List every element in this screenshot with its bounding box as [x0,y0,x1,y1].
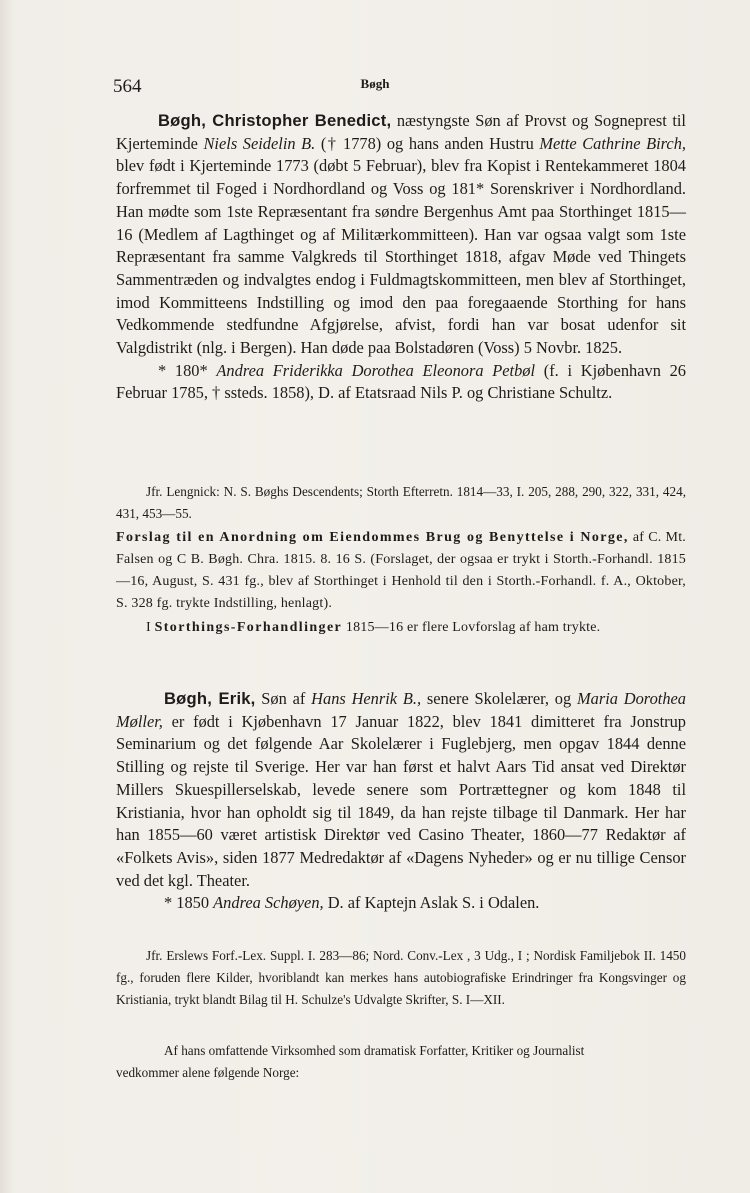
entry2-headword: Bøgh, Erik, [164,689,256,708]
entry1-mother: Mette Cathrine Birch, [539,133,686,153]
entry2-references: Jfr. Erslews Forf.-Lex. Suppl. I. 283—86; Nord. Conv.-Lex , 3 Udg., I ; Nordisk Familjebok II. 1450 fg., foruden flere Kilder, hvoriblandt kan merkes hans autobiografiske Erindringer fra Kongsvinger og Kristiania, trykt blandt Bilag til H. Schulze's Udvalgte Skrifter, S. I—XII. [116,948,686,1007]
entry1-works [116,527,686,639]
page-number: 564 [113,76,142,97]
entry2-father: Hans Henrik B., [311,689,422,708]
entry1-headword: Bøgh, Christopher Benedict, [158,111,392,130]
entry-erik [116,688,686,915]
entry1-marriage: * 180* Andrea Friderikka Dorothea Eleonora Petbøl (f. i Kjøbenhavn 26 Februar 1785, † ssteds. 1858), D. af Etatsraad Nils P. og Christiane Schultz. [116,360,686,403]
entry1-references: Jfr. Lengnick: N. S. Bøghs Descendents; Storth Efterretn. 1814—33, I. 205, 288, 290, 322, 331, 424, 431, 453—55. [116,484,686,521]
entry-christopher-benedict [116,110,686,405]
entry2-marriage: * 1850 Andrea Schøyen, D. af Kaptejn Aslak S. i Odalen. [164,893,540,913]
entry2-biography: Bøgh, Erik, Søn af Hans Henrik B., senere Skolelærer, og Maria Dorothea Møller, er født i Kjøbenhavn 17 Januar 1822, blev 1841 dimitteret fra Jonstrup Seminarium og det følgende Aar Skolelærer i Fuglebjerg, men opgav 1844 denne Stilling og rejste til Sverige. Her var han først et halvt Aars Tid ansat ved Direktør Millers Skuespillerselskab, levede senere som Portrættegner og kom 1848 til Kristiania, hvor han opholdt sig til 1849, da han rejste tilbage til Danmark. Her har han 1855—60 været artistisk Direktør ved Casino Theater, 1860—77 Redaktør af «Folkets Avis», siden 1877 Medredaktør af «Dagens Nyheder» og er nu tillige Censor ved det kgl. Theater. [116,689,686,890]
entry1-father: Niels Seidelin B. [203,133,316,153]
running-head: Bøgh [360,76,390,91]
entry2-wife: Andrea Schøyen, [213,893,324,913]
entry1-work-forslag: Forslag til en Anordning om Eiendommes Brug og Benyttelse i Norge, af C. Mt. Falsen og C B. Bøgh. Chra. 1815. 8. 16 S. (Forslaget, der ogsaa er trykt i Storth.-Forhandl. 1815—16, August, S. 431 fg., blev af Storthinget i Henhold til den i Storth.-Forhandl. f. A., Oktober, S. 328 fg. trykte Indstilling, henlagt). [116,530,686,611]
entry1-biography: Bøgh, Christopher Benedict, næstyngste Søn af Provst og Sogneprest til Kjerteminde Niels Seidelin B. († 1778) og hans anden Hustru Mette Cathrine Birch, blev født i Kjerteminde 1773 (døbt 5 Februar), blev fra Kopist i Rentekammeret 1804 forfremmet til Foged i Nordhordland og Voss og 181* Sorenskriver i Nordhordland. Han mødte som 1ste Repræsentant fra søndre Bergenhus Amt paa Storthinget 1815—16 (Medlem af Lagthinget og af Militærkommitteen). Han var ogsaa valgt som 1ste Repræsentant fra samme Valgkreds til Storthinget 1818, afgav Møde ved Thingets Sammentræden og indvalgtes endog i Fuldmagtskommitteen, men blev af Storthinget, imod Kommitteens Indstilling og imod den paa foregaaende Storthing for hans Vedkommende stedfundne Afgjørelse, afvist, fordi han var bosat udenfor sit Valgdistrikt (nlg. i Bergen). Han døde paa Bolstadøren (Voss) 5 Novbr. 1825. [116,111,686,358]
entry2-mother: Maria Dorothea Møller, [116,689,686,731]
entry1-work-forhandlinger: I Storthings-Forhandlinger 1815—16 er flere Lovforslag af ham trykte. [146,619,601,635]
entry2-closing: Af hans omfattende Virksomhed som dramatisk Forfatter, Kritiker og Journalist vedkommer alene følgende Norge: [116,1043,585,1080]
entry1-wife: Andrea Friderikka Dorothea Eleonora Petbøl [216,360,536,380]
